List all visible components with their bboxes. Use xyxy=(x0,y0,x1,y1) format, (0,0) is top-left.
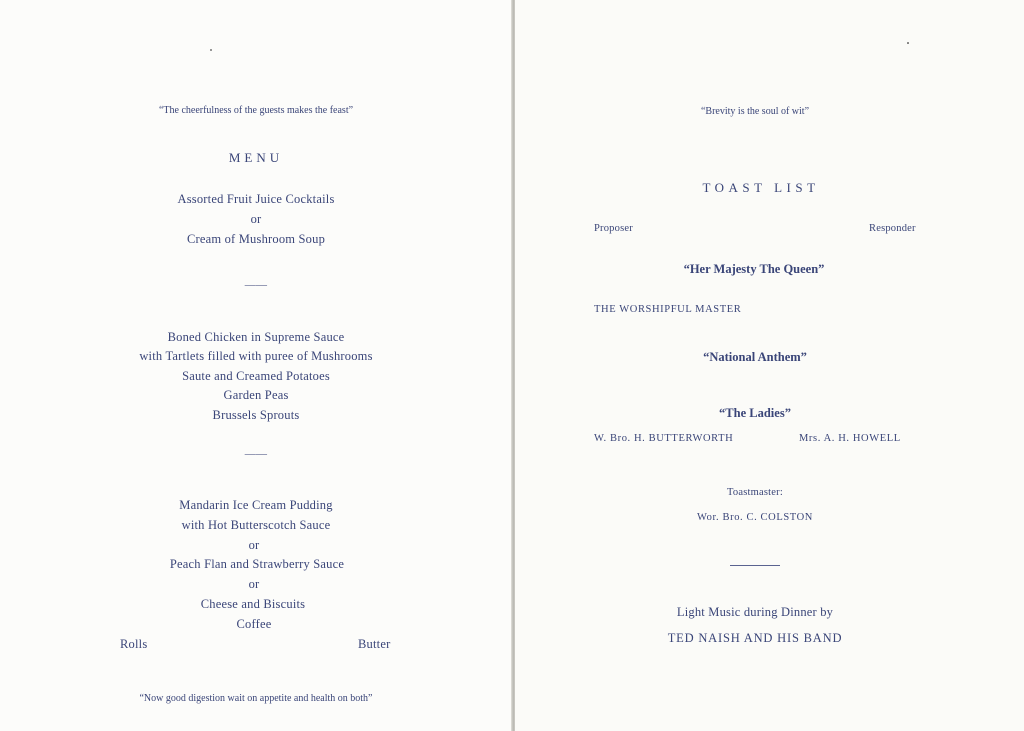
menu-dessert-2: with Hot Butterscotch Sauce xyxy=(181,518,331,532)
col-responder: Responder xyxy=(869,223,916,234)
paper-speck xyxy=(210,49,212,51)
menu-divider-1: —— xyxy=(244,279,268,291)
toast-ladies: “The Ladies” xyxy=(719,406,791,420)
band-name: TED NAISH AND HIS BAND xyxy=(667,631,843,645)
menu-quote-top: “The cheerfulness of the guests makes the feast” xyxy=(158,105,354,116)
toast-heading: TOAST LIST xyxy=(702,180,820,195)
menu-dessert-4: Cheese and Biscuits xyxy=(200,597,306,611)
toastmaster-label: Toastmaster: xyxy=(727,487,783,498)
toastmaster-name: Wor. Bro. C. COLSTON xyxy=(697,512,813,523)
toast-divider xyxy=(730,565,780,566)
menu-dessert-1: Mandarin Ice Cream Pudding xyxy=(179,498,333,512)
menu-main-1: Boned Chicken in Supreme Sauce xyxy=(167,330,345,344)
music-line: Light Music during Dinner by xyxy=(676,605,834,619)
toast-quote-top: “Brevity is the soul of wit” xyxy=(700,106,810,117)
menu-main-5: Brussels Sprouts xyxy=(212,408,300,422)
menu-main-2: with Tartlets filled with puree of Mushrooms xyxy=(139,349,373,363)
toast-queen-proposer: THE WORSHIPFUL MASTER xyxy=(594,304,742,315)
menu-rolls: Rolls xyxy=(120,637,148,651)
menu-dessert-or-1: or xyxy=(248,538,260,552)
menu-coffee: Coffee xyxy=(236,617,272,631)
menu-quote-bottom: “Now good digestion wait on appetite and health on both” xyxy=(139,693,373,704)
toast-queen: “Her Majesty The Queen” xyxy=(683,262,825,276)
menu-starter-or: or xyxy=(250,212,262,226)
toast-page xyxy=(515,0,1024,731)
paper-speck xyxy=(907,42,909,44)
menu-starter-1: Assorted Fruit Juice Cocktails xyxy=(177,192,335,206)
toast-ladies-responder: Mrs. A. H. HOWELL xyxy=(799,433,901,444)
menu-heading: MENU xyxy=(228,150,284,165)
toast-ladies-proposer: W. Bro. H. BUTTERWORTH xyxy=(594,433,734,444)
menu-butter: Butter xyxy=(358,637,391,651)
menu-main-4: Garden Peas xyxy=(223,388,289,402)
menu-starter-2: Cream of Mushroom Soup xyxy=(186,232,326,246)
menu-dessert-or-2: or xyxy=(248,577,260,591)
toast-anthem: “National Anthem” xyxy=(703,350,807,364)
menu-divider-2: —— xyxy=(244,448,268,460)
col-proposer: Proposer xyxy=(594,223,633,234)
menu-main-3: Saute and Creamed Potatoes xyxy=(182,369,330,383)
menu-dessert-3: Peach Flan and Strawberry Sauce xyxy=(169,557,345,571)
